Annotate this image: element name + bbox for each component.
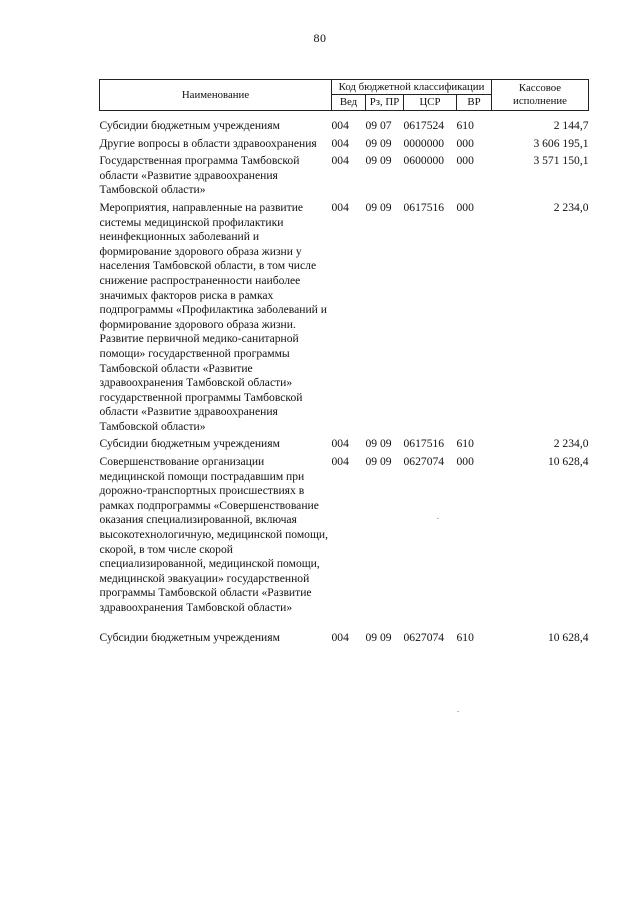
row-rz-pr: 09 09	[365, 136, 392, 150]
row-ved: 004	[331, 437, 349, 451]
header-rz-pr: Рз, ПР	[366, 95, 404, 111]
budget-table	[99, 79, 589, 648]
row-rz-pr: 09 09	[365, 200, 392, 214]
header-csr: ЦСР	[404, 95, 457, 111]
row-csr: 0617524	[403, 119, 445, 132]
row-vr: 610	[456, 437, 474, 451]
table-body	[100, 111, 589, 649]
row-name: Совершенствование организации медицинской помощи пострадавшим при дорожно-транспортных происшествиях в рамках подпрограммы «Совершенствование оказания специализированной, включая высокотехнологичную, медицинской помощи, скорой, в том числе скорой специализированной, медицинской помощи, медицинской эвакуации» государственной программы Тамбовской области «Развитие здравоохранения Тамбовской области»	[99, 455, 329, 614]
row-csr: 0000000	[403, 136, 445, 150]
row-name: Субсидии бюджетным учреждениям	[99, 437, 280, 451]
row-vr: 000	[456, 200, 474, 214]
table-row	[100, 631, 589, 649]
row-sum: 2 234,0	[553, 200, 589, 214]
row-vr: 610	[456, 630, 474, 644]
table-row	[100, 201, 589, 438]
row-ved: 004	[331, 136, 349, 150]
row-name: Мероприятия, направленные на развитие системы медицинской профилактики неинфекционных заболеваний и формирование здорового образа жизни у населения Тамбовской области, в том числе снижение распространенности наиболее значимых факторов риска в рамках подпрограммы «Профилактика заболеваний и формирование здорового образа жизни. Развитие первичной медико-санитарной помощи» государственной программы Тамбовской области «Развитие здравоохранения Тамбовской области» государственной программы Тамбовской области «Развитие здравоохранения Тамбовской области»	[99, 200, 327, 433]
row-spacer	[100, 619, 589, 631]
row-rz-pr: 09 09	[365, 154, 392, 168]
row-csr: 0617516	[403, 200, 445, 214]
row-sum: 2 144,7	[553, 119, 589, 132]
row-rz-pr: 09 09	[365, 455, 392, 469]
table-row	[100, 455, 589, 619]
table-row	[100, 111, 589, 137]
row-sum: 10 628,4	[547, 630, 589, 644]
row-csr: 0617516	[403, 437, 445, 451]
row-name: Государственная программа Тамбовской области «Развитие здравоохранения Тамбовской области»	[99, 154, 300, 197]
row-vr: 000	[456, 136, 474, 150]
row-name: Субсидии бюджетным учреждениям	[99, 630, 280, 644]
header-name: Наименование	[100, 80, 332, 111]
row-csr: 0627074	[403, 455, 445, 469]
table-row	[100, 437, 589, 455]
row-csr: 0600000	[403, 154, 445, 168]
row-sum: 3 571 150,1	[533, 154, 589, 168]
row-csr: 0627074	[403, 630, 445, 644]
table-header	[100, 80, 589, 111]
row-ved: 004	[331, 200, 349, 214]
scan-speck	[437, 518, 439, 519]
row-sum: 2 234,0	[553, 437, 589, 451]
header-ved: Вед	[332, 95, 366, 111]
row-sum: 3 606 195,1	[533, 136, 589, 150]
table-row	[100, 154, 589, 201]
row-rz-pr: 09 09	[365, 437, 392, 451]
header-cash-execution: Кассовое исполнение	[492, 80, 589, 111]
row-ved: 004	[331, 154, 349, 168]
page-number: 80	[313, 31, 327, 45]
row-ved: 004	[331, 119, 349, 132]
row-name: Субсидии бюджетным учреждениям	[99, 119, 280, 132]
header-vr: ВР	[457, 95, 492, 111]
row-vr: 610	[456, 119, 474, 132]
row-sum: 10 628,4	[547, 455, 589, 469]
row-rz-pr: 09 09	[365, 630, 392, 644]
table-row	[100, 137, 589, 155]
row-vr: 000	[456, 455, 474, 469]
scan-speck	[457, 711, 459, 712]
row-ved: 004	[331, 455, 349, 469]
row-name: Другие вопросы в области здравоохранения	[99, 136, 317, 150]
header-kbk-group: Код бюджетной классификации	[332, 80, 492, 95]
row-rz-pr: 09 07	[365, 119, 392, 132]
row-vr: 000	[456, 154, 474, 168]
row-ved: 004	[331, 630, 349, 644]
